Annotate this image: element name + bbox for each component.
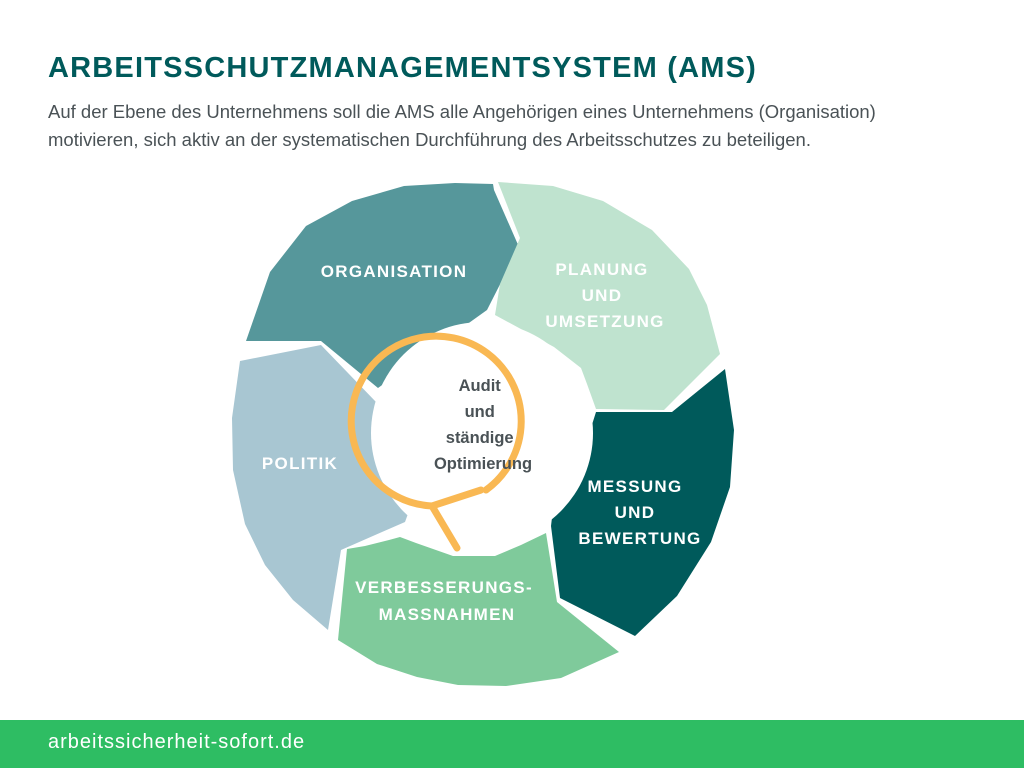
label-verbesserung: VERBESSERUNGS- MASSNAHMEN [355, 578, 533, 624]
subtitle-line-1: Auf der Ebene des Unternehmens soll die AMS alle Angehörigen eines Unternehmens (Organisation) [48, 101, 876, 122]
page-title: ARBEITSSCHUTZMANAGEMENTSYSTEM (AMS) [48, 52, 757, 84]
subtitle-line-2: motivieren, sich aktiv an der systematischen Durchführung des Arbeitsschutzes zu beteiligen. [48, 129, 811, 150]
label-organisation: ORGANISATION [320, 262, 468, 281]
footer-site: arbeitssicherheit-sofort.de [48, 731, 306, 753]
label-messung: MESSUNG UND BEWERTUNG [578, 477, 702, 548]
label-planung: PLANUNG UND UMSETZUNG [545, 260, 665, 331]
label-politik: POLITIK [261, 454, 339, 473]
footer-bar [0, 720, 1024, 768]
center-label: Audit und ständige Optimierung [433, 377, 533, 473]
